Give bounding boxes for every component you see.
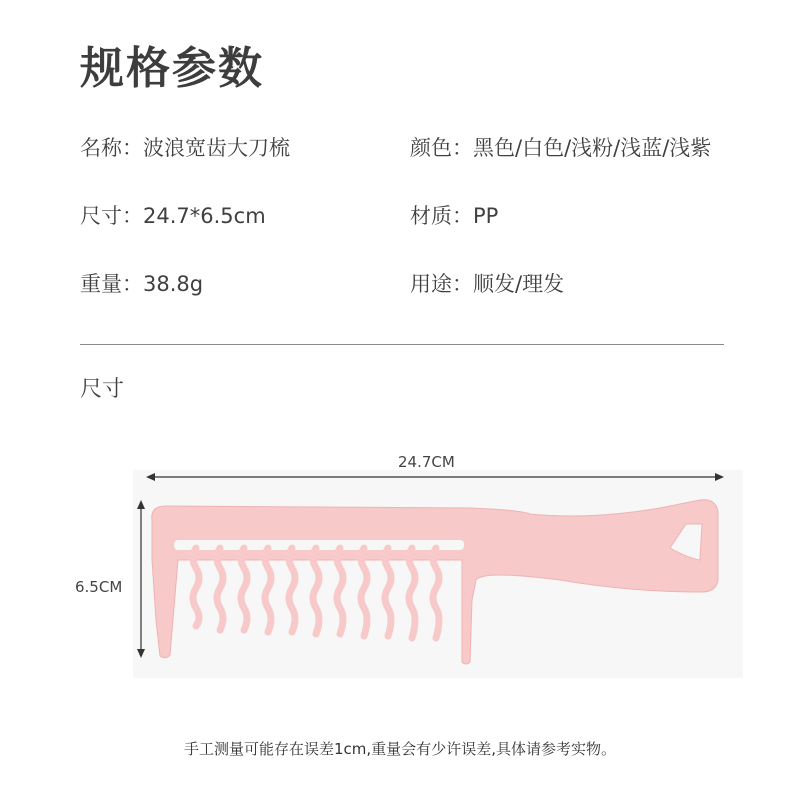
comb-tooth bbox=[289, 548, 295, 632]
comb-tooth bbox=[433, 548, 439, 638]
size-section-label: 尺寸 bbox=[80, 377, 125, 402]
comb-tooth bbox=[337, 548, 343, 634]
spec-material: 材质：PP bbox=[410, 204, 499, 228]
spec-weight: 重量：38.8g bbox=[80, 272, 204, 296]
comb-tooth bbox=[361, 548, 367, 636]
comb-tooth bbox=[409, 548, 415, 638]
footer-note: 手工测量可能存在误差1cm,重量会有少许误差,具体请参考实物。 bbox=[184, 740, 616, 758]
spec-color: 颜色：黑色/白色/浅粉/浅蓝/浅紫 bbox=[410, 136, 712, 160]
spec-name: 名称：波浪宽齿大刀梳 bbox=[80, 136, 290, 160]
height-label: 6.5CM bbox=[75, 578, 123, 596]
spec-usage: 用途：顺发/理发 bbox=[410, 272, 565, 296]
comb-tooth bbox=[385, 548, 391, 636]
height-arrow bbox=[137, 500, 145, 658]
width-arrow bbox=[146, 473, 724, 481]
comb bbox=[152, 500, 718, 664]
page-title: 规格参数 bbox=[80, 43, 264, 94]
spec-size: 尺寸：24.7*6.5cm bbox=[80, 204, 266, 228]
comb-tooth bbox=[265, 548, 271, 632]
width-label: 24.7CM bbox=[398, 453, 455, 471]
comb-tooth bbox=[313, 548, 319, 634]
